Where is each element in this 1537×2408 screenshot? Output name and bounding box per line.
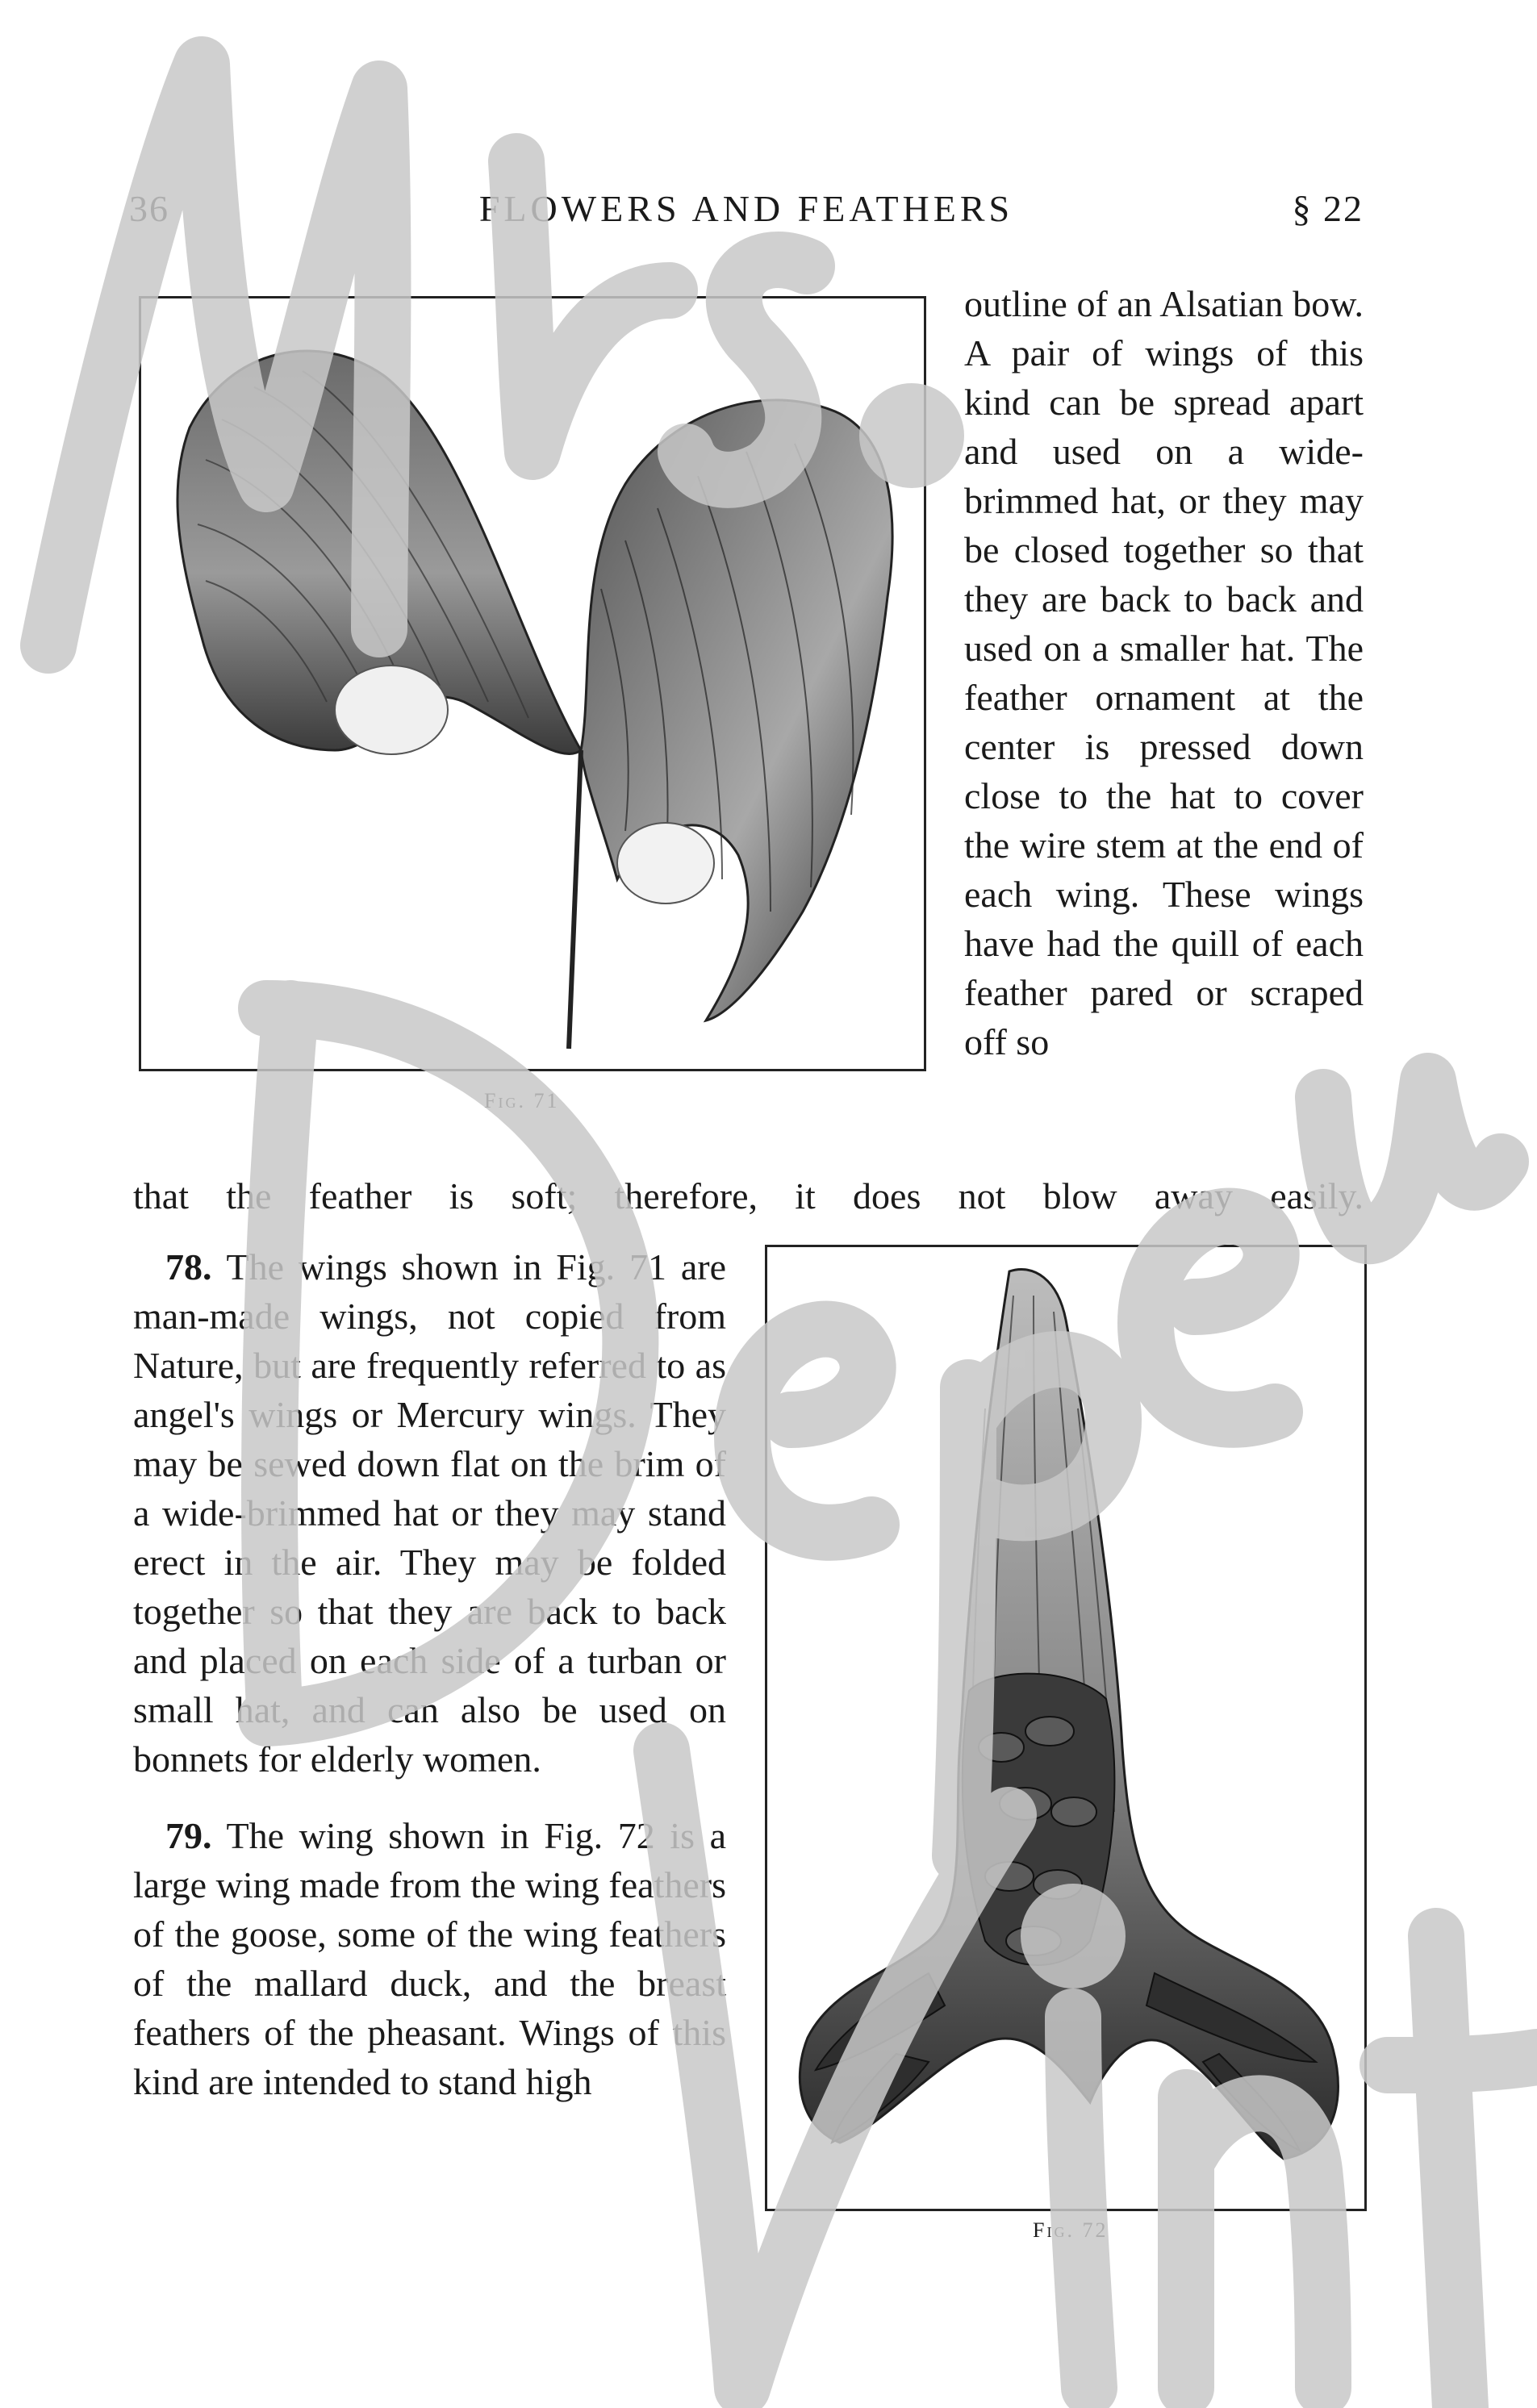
left-column-text xyxy=(133,1242,726,2106)
figure-72-caption: Fig. 72 xyxy=(1033,2218,1109,2242)
full-width-line: that the feather is soft; therefore, it does not blow away easily. xyxy=(133,1175,1364,1217)
page-header xyxy=(129,187,1364,244)
paragraph-continued: outline of an Alsatian bow. A pair of wings of this kind can be spread apart and used on a wide-brimmed hat, or they may be closed together so that they are back to back and used on a smaller hat. The feather ornament at the center is pressed down close to the hat to cover the wire stem at the end of each wing. These wings have had the quill of each feather pared or scraped off so xyxy=(964,283,1364,1062)
paragraph-text: The wings shown in Fig. 71 are man-made wings, not copied from Nature, but are frequently referred to as angel's wings or Mercury wings. They may be sewed down flat on the brim of a wide-brimmed hat or they may stand erect in the air. They may be folded together so that they are back to back and placed on each side of a turban or small hat, and can also be used on bonnets for elderly women. xyxy=(133,1246,726,1780)
figure-71 xyxy=(139,296,926,1071)
paragraph-number: 79. xyxy=(165,1815,212,1856)
goose-wing-illustration xyxy=(767,1247,1364,2209)
running-title: FLOWERS AND FEATHERS xyxy=(478,188,1014,229)
page-number: 36 xyxy=(129,188,169,229)
figure-71-caption: Fig. 71 xyxy=(484,1089,560,1112)
figure-72 xyxy=(765,1245,1367,2211)
paragraph-text: The wing shown in Fig. 72 is a large wing made from the wing feathers of the goose, some of the wing feathers of the mallard duck, and the breast feathers of the pheasant. Wings of this kind are intended to stand high xyxy=(133,1815,726,2102)
section-number: § 22 xyxy=(1292,188,1364,229)
paragraph-79 xyxy=(133,1811,726,2106)
paragraph-78 xyxy=(133,1242,726,1784)
angel-wings-illustration xyxy=(141,298,924,1069)
paragraph-number: 78. xyxy=(165,1246,212,1287)
right-column-text xyxy=(964,279,1364,1066)
